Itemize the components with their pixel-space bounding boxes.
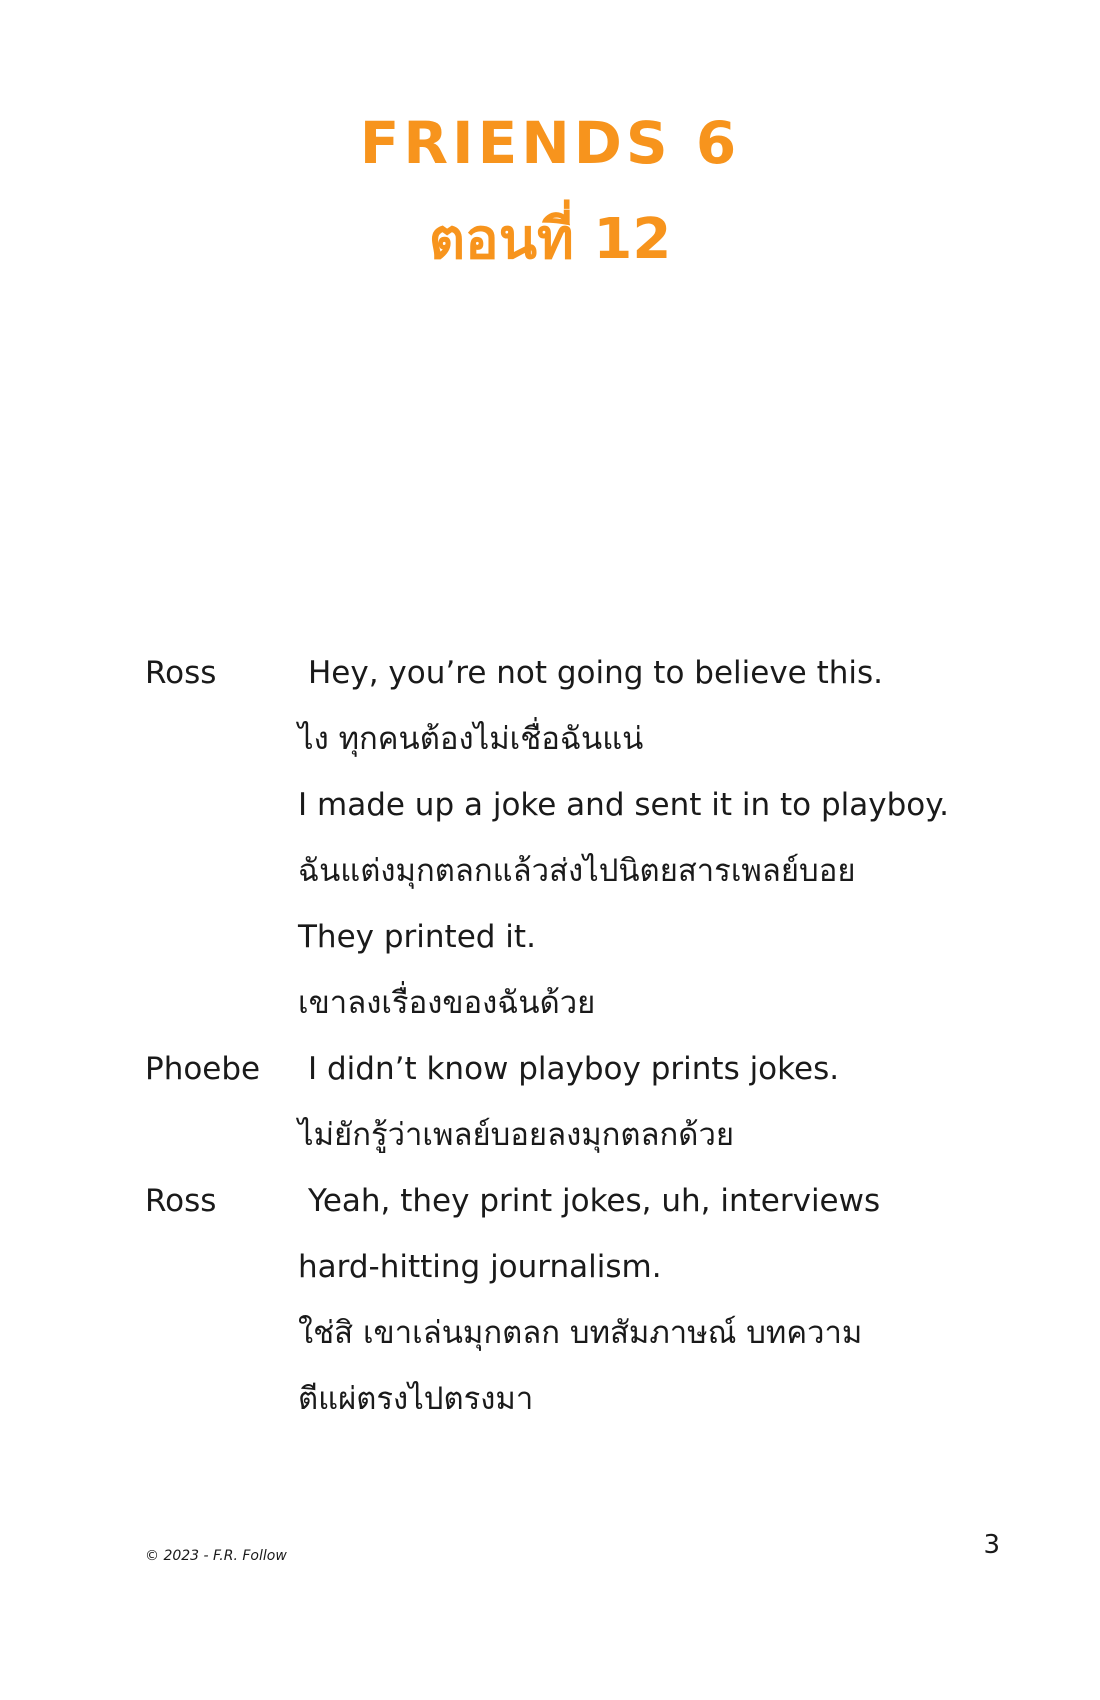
script-dialogue [145,640,1025,1432]
dialogue-translation: เขาลงเรื่องของฉันด้วย [298,985,596,1021]
dialogue-text: hard-hitting journalism. [298,1249,662,1285]
dialogue-line [145,772,1025,838]
dialogue-line [145,1366,1025,1432]
dialogue-text: Yeah, they print jokes, uh, interviews [308,1183,881,1219]
dialogue-translation: ใช่สิ เขาเล่นมุกตลก บทสัมภาษณ์ บทความ [298,1315,863,1351]
speaker-name: Ross [145,1183,217,1219]
page-number: 3 [983,1530,1000,1560]
speaker-name: Ross [145,655,217,691]
dialogue-text: They printed it. [298,919,536,955]
dialogue-line [145,1036,1025,1102]
dialogue-translation: ไม่ยักรู้ว่าเพลย์บอยลงมุกตลกด้วย [298,1117,735,1153]
dialogue-line [145,838,1025,904]
speaker-name: Phoebe [145,1051,261,1087]
dialogue-line [145,640,1025,706]
dialogue-line [145,1300,1025,1366]
dialogue-text: I didn’t know playboy prints jokes. [308,1051,840,1087]
dialogue-translation: ไง ทุกคนต้องไม่เชื่อฉันแน่ [298,721,644,757]
dialogue-line [145,1168,1025,1234]
page-title: FRIENDS 6 [359,109,741,177]
dialogue-translation: ตีแผ่ตรงไปตรงมา [298,1381,534,1417]
copyright-notice: © 2023 - F.R. Follow [145,1548,287,1564]
dialogue-text: I made up a joke and sent it in to playboy. [298,787,949,823]
dialogue-text: Hey, you’re not going to believe this. [308,655,884,691]
dialogue-line [145,904,1025,970]
dialogue-translation: ฉันแต่งมุกตลกแล้วส่งไปนิตยสารเพลย์บอย [298,853,856,889]
dialogue-line [145,970,1025,1036]
dialogue-line [145,706,1025,772]
episode-subtitle: ตอนที่ 12 [428,207,672,272]
dialogue-line [145,1102,1025,1168]
dialogue-line [145,1234,1025,1300]
